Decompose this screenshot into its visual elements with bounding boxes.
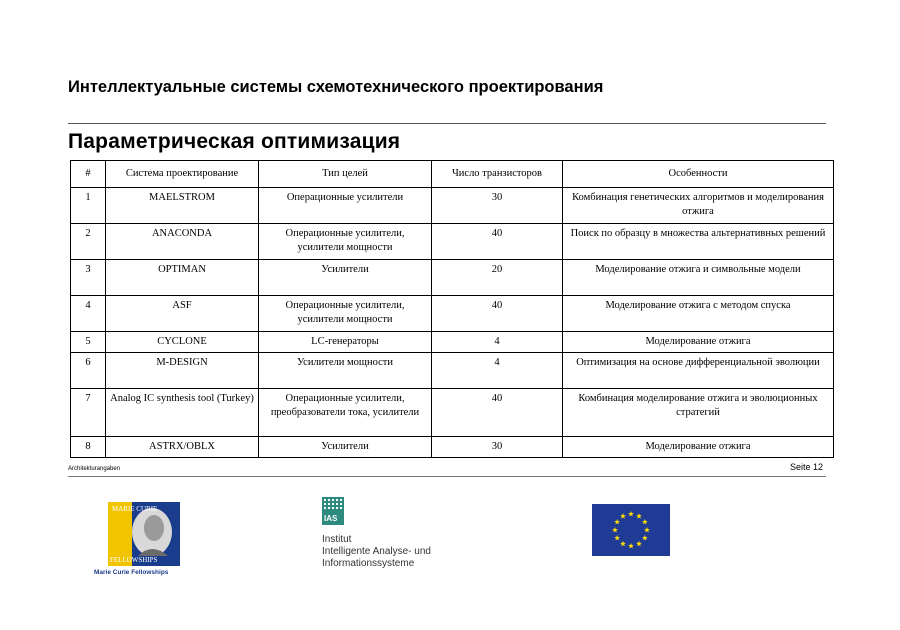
table-row [71,188,834,224]
transistor-count: 40 [432,389,563,437]
ias-mark-text: IAS [324,514,338,523]
row-number: 1 [71,188,106,224]
features: Моделирование отжига [563,437,834,458]
page-header-title: Интеллектуальные системы схемотехнического проектирования [68,78,604,96]
system-name: M-DESIGN [106,353,259,389]
system-name: ASTRX/OBLX [106,437,259,458]
features: Моделирование отжига с методом спуска [563,296,834,332]
row-number: 8 [71,437,106,458]
table-row [71,332,834,353]
header-divider [68,123,826,124]
marie-curie-top-text: MARIE CURIE [112,505,158,513]
system-name: Analog IC synthesis tool (Turkey) [106,389,259,437]
target-type: Усилители [259,437,432,458]
row-number: 5 [71,332,106,353]
target-type: Операционные усилители, преобразователи тока, усилители [259,389,432,437]
system-name: ANACONDA [106,224,259,260]
system-name: OPTIMAN [106,260,259,296]
target-type: Операционные усилители [259,188,432,224]
transistor-count: 30 [432,437,563,458]
column-header: # [71,161,106,188]
target-type: Усилители [259,260,432,296]
page-number: Seite 12 [790,462,824,472]
marie-curie-bottom-text: FELLOWSHIPS [110,556,158,564]
features: Моделирование отжига и символьные модели [563,260,834,296]
eu-flag-icon [592,504,670,556]
transistor-count: 40 [432,296,563,332]
transistor-count: 30 [432,188,563,224]
footer-divider [68,476,826,477]
table-row [71,389,834,437]
features: Моделирование отжига [563,332,834,353]
features: Комбинация генетических алгоритмов и моделирования отжига [563,188,834,224]
row-number: 2 [71,224,106,260]
column-header: Число транзисторов [432,161,563,188]
ias-institute-name [322,534,431,570]
table-row [71,224,834,260]
column-header: Тип целей [259,161,432,188]
marie-curie-logo [108,502,180,566]
target-type: Операционные усилители, усилители мощности [259,296,432,332]
system-name: CYCLONE [106,332,259,353]
row-number: 3 [71,260,106,296]
target-type: LC-генераторы [259,332,432,353]
ias-line: Intelligente Analyse- und [322,546,431,557]
ias-logo-icon [322,497,344,525]
table-row [71,437,834,458]
transistor-count: 4 [432,353,563,389]
ias-line: Informationssysteme [322,558,415,569]
table-row [71,353,834,389]
column-header: Особенности [563,161,834,188]
table-row [71,260,834,296]
ias-line: Institut [322,534,352,545]
column-header: Система проектирование [106,161,259,188]
system-name: MAELSTROM [106,188,259,224]
marie-curie-caption: Marie Curie Fellowships [94,569,169,576]
systems-table [70,160,834,458]
footer-note: Architekturangaben [68,466,121,472]
features: Комбинация моделирование отжига и эволюционных стратегий [563,389,834,437]
target-type: Операционные усилители, усилители мощности [259,224,432,260]
features: Поиск по образцу в множества альтернативных решений [563,224,834,260]
row-number: 6 [71,353,106,389]
target-type: Усилители мощности [259,353,432,389]
transistor-count: 20 [432,260,563,296]
table-row [71,296,834,332]
transistor-count: 4 [432,332,563,353]
transistor-count: 40 [432,224,563,260]
table-header-row [71,161,834,188]
system-name: ASF [106,296,259,332]
row-number: 4 [71,296,106,332]
features: Оптимизация на основе дифференциальной эволюции [563,353,834,389]
section-title: Параметрическая оптимизация [68,130,401,153]
row-number: 7 [71,389,106,437]
